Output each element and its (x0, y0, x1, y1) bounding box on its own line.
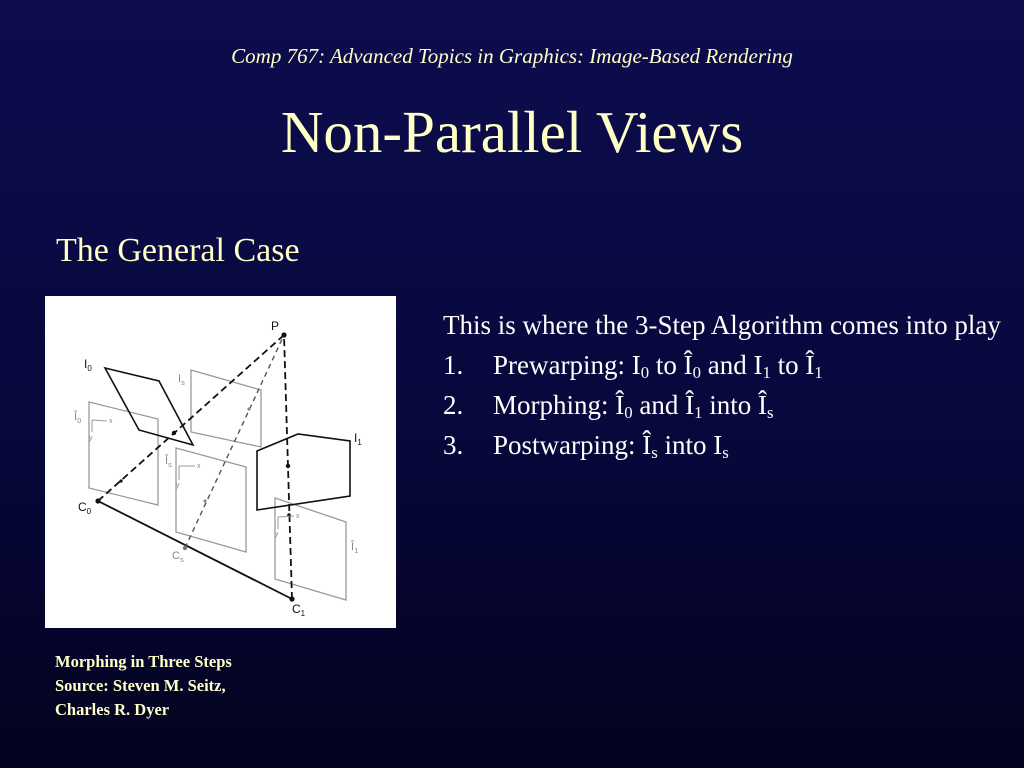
proj-ihat0 (119, 479, 122, 482)
axis-y-ihat0: y (89, 435, 93, 442)
proj-ihats (203, 499, 206, 502)
caption-line-3: Charles R. Dyer (55, 700, 170, 719)
figure-caption (55, 650, 232, 722)
ihat0-plane (89, 402, 158, 505)
i1-plane (257, 434, 350, 510)
ray-cs-p (185, 335, 284, 548)
step-number: 2. (443, 390, 464, 420)
axis-x-ihat1: x (296, 513, 300, 520)
axis-y-ihats: y (176, 482, 180, 489)
point-c0 (95, 498, 100, 503)
algorithm-description (443, 305, 1003, 465)
label-i1: $I_1$ (354, 431, 362, 447)
slide-title: Non-Parallel Views (280, 99, 744, 165)
label-cs: $C_s$ (172, 550, 184, 564)
step-2 (443, 385, 1003, 425)
step-text: Morphing: $Î_0$ and $Î_1$ into $Î_s$ (493, 390, 774, 423)
proj-i0 (172, 431, 176, 435)
ihat1-plane (275, 498, 346, 600)
proj-is (247, 407, 250, 410)
label-ihat0: $Î_0$ (74, 411, 82, 425)
step-number: 3. (443, 430, 464, 460)
section-heading: The General Case (56, 232, 300, 269)
caption-line-1: Morphing in Three Steps (55, 652, 232, 671)
ray-c0-p (98, 335, 284, 501)
step-text: Prewarping: $I_0$ to $Î_0$ and $I_1$ to $Î_1$ (493, 350, 823, 383)
step-3 (443, 425, 1003, 465)
axis-x-ihat0: x (109, 418, 113, 425)
course-title: Comp 767: Advanced Topics in Graphics: Image-Based Rendering (231, 44, 793, 68)
axis-x-ihats: x (197, 463, 201, 470)
axis-y-ihat1: y (275, 531, 279, 538)
intro-text: This is where the 3-Step Algorithm comes into play (443, 310, 1001, 340)
ihats-plane (176, 448, 246, 552)
label-i0: $I_0$ (84, 357, 92, 373)
label-ihats: $Î_s$ (165, 455, 172, 469)
proj-i1 (286, 464, 290, 468)
label-is: $I_s$ (178, 373, 185, 387)
morphing-diagram (45, 296, 396, 628)
point-c1 (289, 596, 294, 601)
label-p: P (271, 319, 280, 333)
caption-line-2: Source: Steven M. Seitz, (55, 676, 226, 695)
step-number: 1. (443, 350, 464, 380)
point-cs (183, 546, 187, 550)
label-c1: $C_1$ (292, 602, 306, 618)
label-ihat1: $Î_1$ (351, 541, 359, 555)
step-text: Postwarping: $Î_s$ into $I_s$ (493, 430, 729, 463)
baseline (98, 501, 292, 599)
point-p (281, 332, 286, 337)
step-1 (443, 345, 1003, 385)
label-c0: $C_0$ (78, 500, 92, 516)
